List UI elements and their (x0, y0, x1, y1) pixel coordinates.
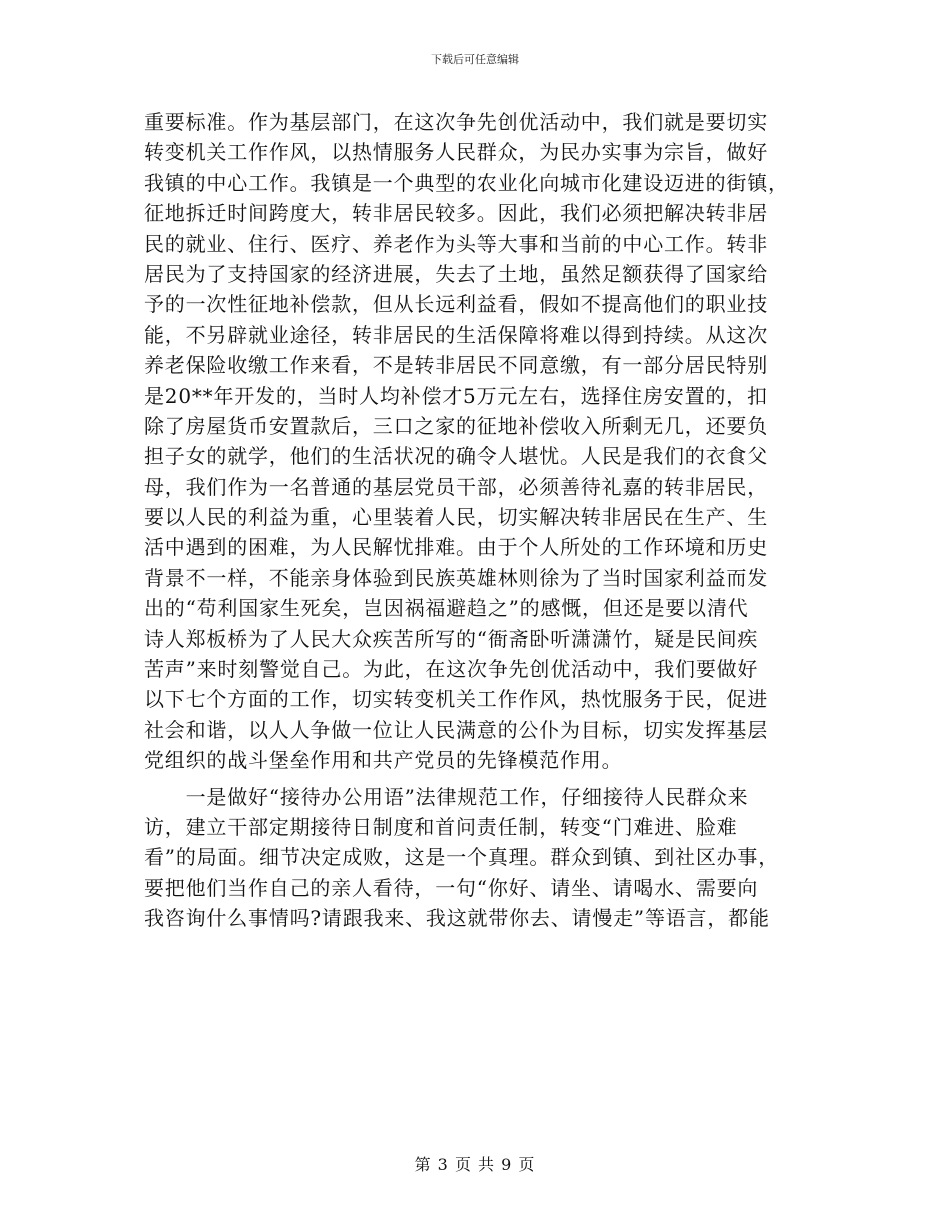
text-line: 活中遇到的困难，为人民解忧排难。由于个人所处的工作环境和历史 (144, 535, 768, 560)
text-line: 重要标准。作为基层部门，在这次争先创优活动中，我们就是要切实 (144, 110, 768, 134)
text-line: 除了房屋货币安置款后，三口之家的征地补偿收入所剩无几，还要负 (144, 413, 768, 438)
text-line: 能，不另辟就业途径，转非居民的生活保障将难以得到持续。从这次 (144, 322, 768, 347)
document-body (144, 107, 804, 934)
text-line: 以下七个方面的工作，切实转变机关工作作风，热忱服务于民，促进 (144, 687, 768, 712)
text-line: 养老保险收缴工作来看，不是转非居民不同意缴，有一部分居民特别 (144, 353, 768, 378)
text-line: 我咨询什么事情吗?请跟我来、我这就带你去、请慢走”等语言，都能 (144, 906, 770, 931)
text-line: 母，我们作为一名普通的基层党员干部，必须善待礼嘉的转非居民， (144, 474, 768, 499)
text-line: 转变机关工作作风，以热情服务人民群众，为民办实事为宗旨，做好 (144, 140, 768, 165)
text-line: 看”的局面。细节决定成败，这是一个真理。群众到镇、到社区办事， (144, 845, 780, 870)
page-number: 第 3 页 共 9 页 (414, 1155, 536, 1174)
text-line: 我镇的中心工作。我镇是一个典型的农业化向城市化建设迈进的街镇， (144, 170, 789, 195)
text-line: 背景不一样，不能亲身体验到民族英雄林则徐为了当时国家利益而发 (144, 565, 768, 590)
text-line: 居民为了支持国家的经济进展，失去了土地，虽然足额获得了国家给 (144, 261, 768, 286)
text-line: 要以人民的利益为重，心里装着人民，切实解决转非居民在生产、生 (144, 505, 768, 530)
page-header: 下载后可任意编辑 (431, 53, 519, 66)
text-line: 予的一次性征地补偿款，但从长远利益看，假如不提高他们的职业技 (144, 292, 768, 317)
paragraph-1 (144, 107, 804, 776)
text-line: 征地拆迁时间跨度大，转非居民较多。因此，我们必须把解决转非居 (144, 201, 768, 226)
text-line: 出的“苟利国家生死矣，岂因祸福避趋之”的感慨，但还是要以清代 (144, 596, 749, 621)
text-line: 民的就业、住行、医疗、养老作为头等大事和当前的中心工作。转非 (144, 231, 768, 256)
text-line: 要把他们当作自己的亲人看待，一句“你好、请坐、请喝水、需要向 (144, 875, 759, 900)
text-line: 访，建立干部定期接待日制度和首问责任制，转变“门难进、脸难 (144, 814, 738, 839)
text-line: 党组织的战斗堡垒作用和共产党员的先锋模范作用。 (144, 748, 623, 773)
text-line: 社会和谐，以人人争做一位让人民满意的公仆为目标，切实发挥基层 (144, 717, 768, 742)
paragraph-2 (144, 782, 804, 934)
text-line: 是20**年开发的，当时人均补偿才5万元左右，选择住房安置的，扣 (144, 383, 768, 408)
text-line: 苦声”来时刻警觉自己。为此，在这次争先创优活动中，我们要做好 (144, 657, 759, 682)
text-line: 诗人郑板桥为了人民大众疾苦所写的“衙斋卧听潇潇竹，疑是民间疾 (144, 626, 759, 651)
text-line: 一是做好“接待办公用语”法律规范工作，仔细接待人民群众来 (144, 784, 749, 809)
text-line: 担子女的就学，他们的生活状况的确令人堪忧。人民是我们的衣食父 (144, 444, 768, 469)
